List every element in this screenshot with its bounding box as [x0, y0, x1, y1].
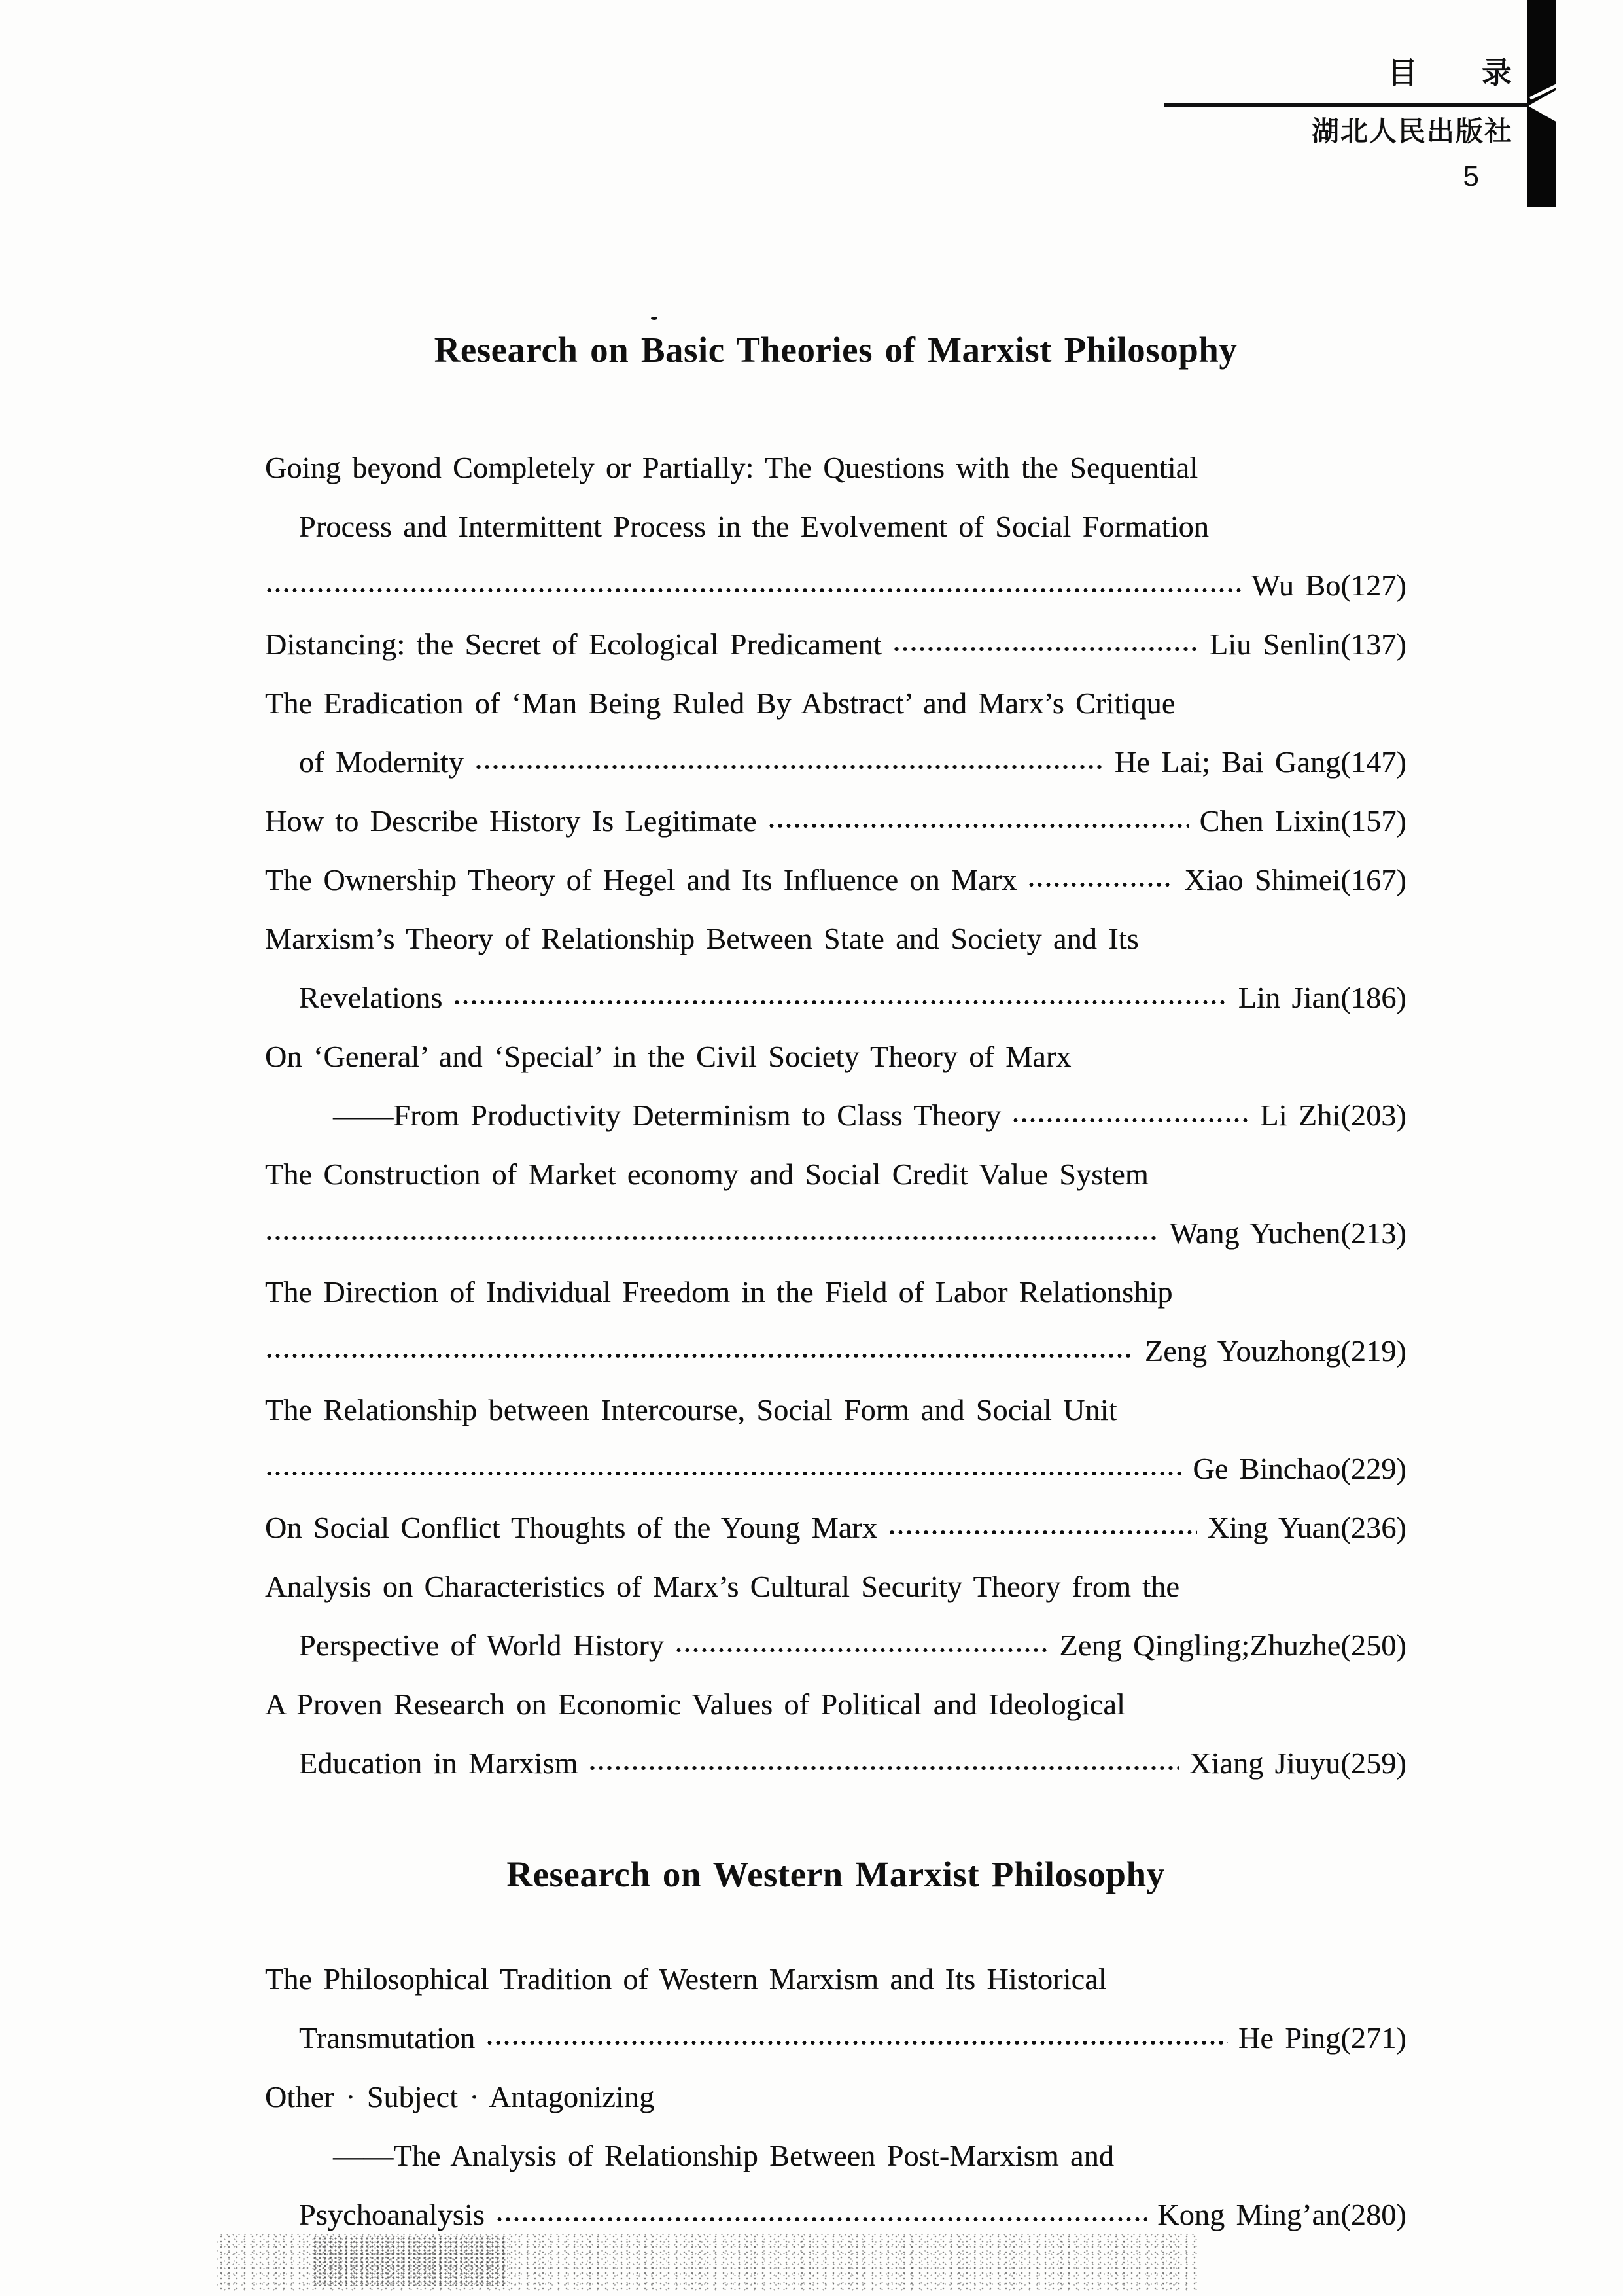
- toc-entry-line: [265, 1145, 1406, 1204]
- section-entries: [265, 1950, 1406, 2244]
- entry-author-page: Liu Senlin(137): [1209, 627, 1406, 661]
- toc-entry-line: [265, 556, 1406, 615]
- entry-author-page: Chen Lixin(157): [1199, 804, 1406, 838]
- entry-text: Psychoanalysis: [299, 2198, 485, 2231]
- entry-text: Education in Marxism: [299, 1746, 578, 1780]
- entry-text: Marxism’s Theory of Relationship Between State and Society and Its: [265, 922, 1139, 955]
- toc-entry-line: [265, 438, 1406, 497]
- entry-author-page: Lin Jian(186): [1238, 981, 1406, 1014]
- entry-text: The Ownership Theory of Hegel and Its Influence on Marx: [265, 863, 1017, 896]
- toc-entry-line: [265, 1322, 1406, 1381]
- entry-text: The Relationship between Intercourse, Social Form and Social Unit: [265, 1393, 1117, 1426]
- entry-text: On ‘General’ and ‘Special’ in the Civil Society Theory of Marx: [265, 1040, 1072, 1073]
- section-entries: [265, 438, 1406, 1793]
- entry-text: The Direction of Individual Freedom in the Field of Labor Relationship: [265, 1275, 1173, 1309]
- toc-entry-line: [265, 2009, 1406, 2068]
- toc-entry-line: [265, 1204, 1406, 1263]
- dotted-leader: [892, 646, 1199, 652]
- dotted-leader: [265, 1235, 1159, 1241]
- dotted-leader: [1027, 881, 1174, 888]
- toc-entry-line: [265, 674, 1406, 733]
- dotted-leader: [767, 822, 1189, 829]
- section-title: Research on Western Marxist Philosophy: [506, 1854, 1165, 1894]
- toc-section: [265, 324, 1406, 1793]
- entry-author-page: Kong Ming’an(280): [1157, 2198, 1406, 2231]
- toc-section: [265, 1848, 1406, 2244]
- entry-text: Perspective of World History: [299, 1629, 665, 1662]
- dotted-leader: [265, 587, 1241, 593]
- entry-text: Other · Subject · Antagonizing: [265, 2080, 655, 2113]
- entry-author-page: Xiao Shimei(167): [1184, 863, 1406, 896]
- dotted-leader: [674, 1647, 1049, 1653]
- entry-text: Analysis on Characteristics of Marx’s Cultural Security Theory from the: [265, 1570, 1180, 1603]
- dotted-leader: [453, 999, 1227, 1006]
- entry-author-page: Xing Yuan(236): [1207, 1511, 1406, 1544]
- page-header: [1312, 58, 1513, 191]
- dotted-leader: [888, 1529, 1197, 1536]
- scan-noise-dark-cluster: [312, 2236, 508, 2286]
- dotted-leader: [588, 1765, 1179, 1771]
- entry-text: Transmutation: [299, 2021, 476, 2055]
- toc-content: [265, 324, 1406, 2244]
- toc-entry-line: [265, 1616, 1406, 1675]
- entry-author-page: Wang Yuchen(213): [1169, 1216, 1406, 1250]
- toc-entry-line: [265, 1734, 1406, 1793]
- entry-text: How to Describe History Is Legitimate: [265, 804, 757, 838]
- entry-author-page: Wu Bo(127): [1251, 569, 1406, 602]
- entry-text: A Proven Research on Economic Values of Political and Ideological: [265, 1687, 1126, 1721]
- toc-entry-line: [265, 2127, 1406, 2185]
- entry-text: On Social Conflict Thoughts of the Young Marx: [265, 1511, 878, 1544]
- toc-entry-line: [265, 615, 1406, 674]
- entry-text: Distancing: the Secret of Ecological Predicament: [265, 627, 882, 661]
- section-title: Research on Basic Theories of Marxist Philosophy: [434, 330, 1238, 370]
- toc-entry-line: [265, 1498, 1406, 1557]
- entry-author-page: Zeng Youzhong(219): [1144, 1334, 1406, 1368]
- entry-text: ——The Analysis of Relationship Between Post-Marxism and: [333, 2139, 1114, 2172]
- entry-author-page: He Lai; Bai Gang(147): [1114, 745, 1406, 779]
- entry-text: of Modernity: [299, 745, 464, 779]
- toc-entry-line: [265, 733, 1406, 792]
- entry-author-page: Ge Binchao(229): [1193, 1452, 1406, 1485]
- toc-entry-line: [265, 1381, 1406, 1439]
- entry-text: The Philosophical Tradition of Western Marxism and Its Historical: [265, 1962, 1107, 1996]
- toc-title-chinese: 目 录: [1387, 56, 1513, 90]
- toc-entry-line: [265, 1557, 1406, 1616]
- dotted-leader: [495, 2216, 1147, 2223]
- dotted-leader: [265, 1352, 1134, 1359]
- toc-entry-line: [265, 1086, 1406, 1145]
- dotted-leader: [265, 1470, 1182, 1477]
- entry-text: Revelations: [299, 981, 443, 1014]
- toc-entry-line: [265, 1027, 1406, 1086]
- entry-author-page: Li Zhi(203): [1260, 1099, 1406, 1132]
- page-number: 5: [1463, 160, 1479, 192]
- toc-entry-line: [265, 1675, 1406, 1734]
- dotted-leader: [485, 2040, 1228, 2046]
- toc-entry-line: [265, 2068, 1406, 2127]
- entry-text: Process and Intermittent Process in the Evolvement of Social Formation: [299, 510, 1210, 543]
- toc-entry-line: [265, 968, 1406, 1027]
- entry-text: ——From Productivity Determinism to Class Theory: [333, 1099, 1002, 1132]
- toc-entry-line: [265, 1439, 1406, 1498]
- dotted-leader: [1011, 1117, 1249, 1123]
- toc-entry-line: [265, 497, 1406, 556]
- dotted-leader: [474, 764, 1104, 770]
- entry-author-page: Zeng Qingling;Zhuzhe(250): [1059, 1629, 1406, 1662]
- scan-artifact-dot: [651, 317, 657, 320]
- entry-text: Going beyond Completely or Partially: The Questions with the Sequential: [265, 451, 1198, 484]
- toc-entry-line: [265, 851, 1406, 910]
- publisher-name: 湖北人民出版社: [1311, 116, 1513, 147]
- entry-author-page: He Ping(271): [1238, 2021, 1406, 2055]
- toc-entry-line: [265, 792, 1406, 851]
- entry-text: The Eradication of ‘Man Being Ruled By Abstract’ and Marx’s Critique: [265, 686, 1176, 720]
- entry-text: The Construction of Market economy and Social Credit Value System: [265, 1157, 1149, 1191]
- toc-entry-line: [265, 1950, 1406, 2009]
- entry-author-page: Xiang Jiuyu(259): [1189, 1746, 1406, 1780]
- toc-entry-line: [265, 910, 1406, 968]
- toc-entry-line: [265, 1263, 1406, 1322]
- scan-noise-band: [217, 2234, 1197, 2291]
